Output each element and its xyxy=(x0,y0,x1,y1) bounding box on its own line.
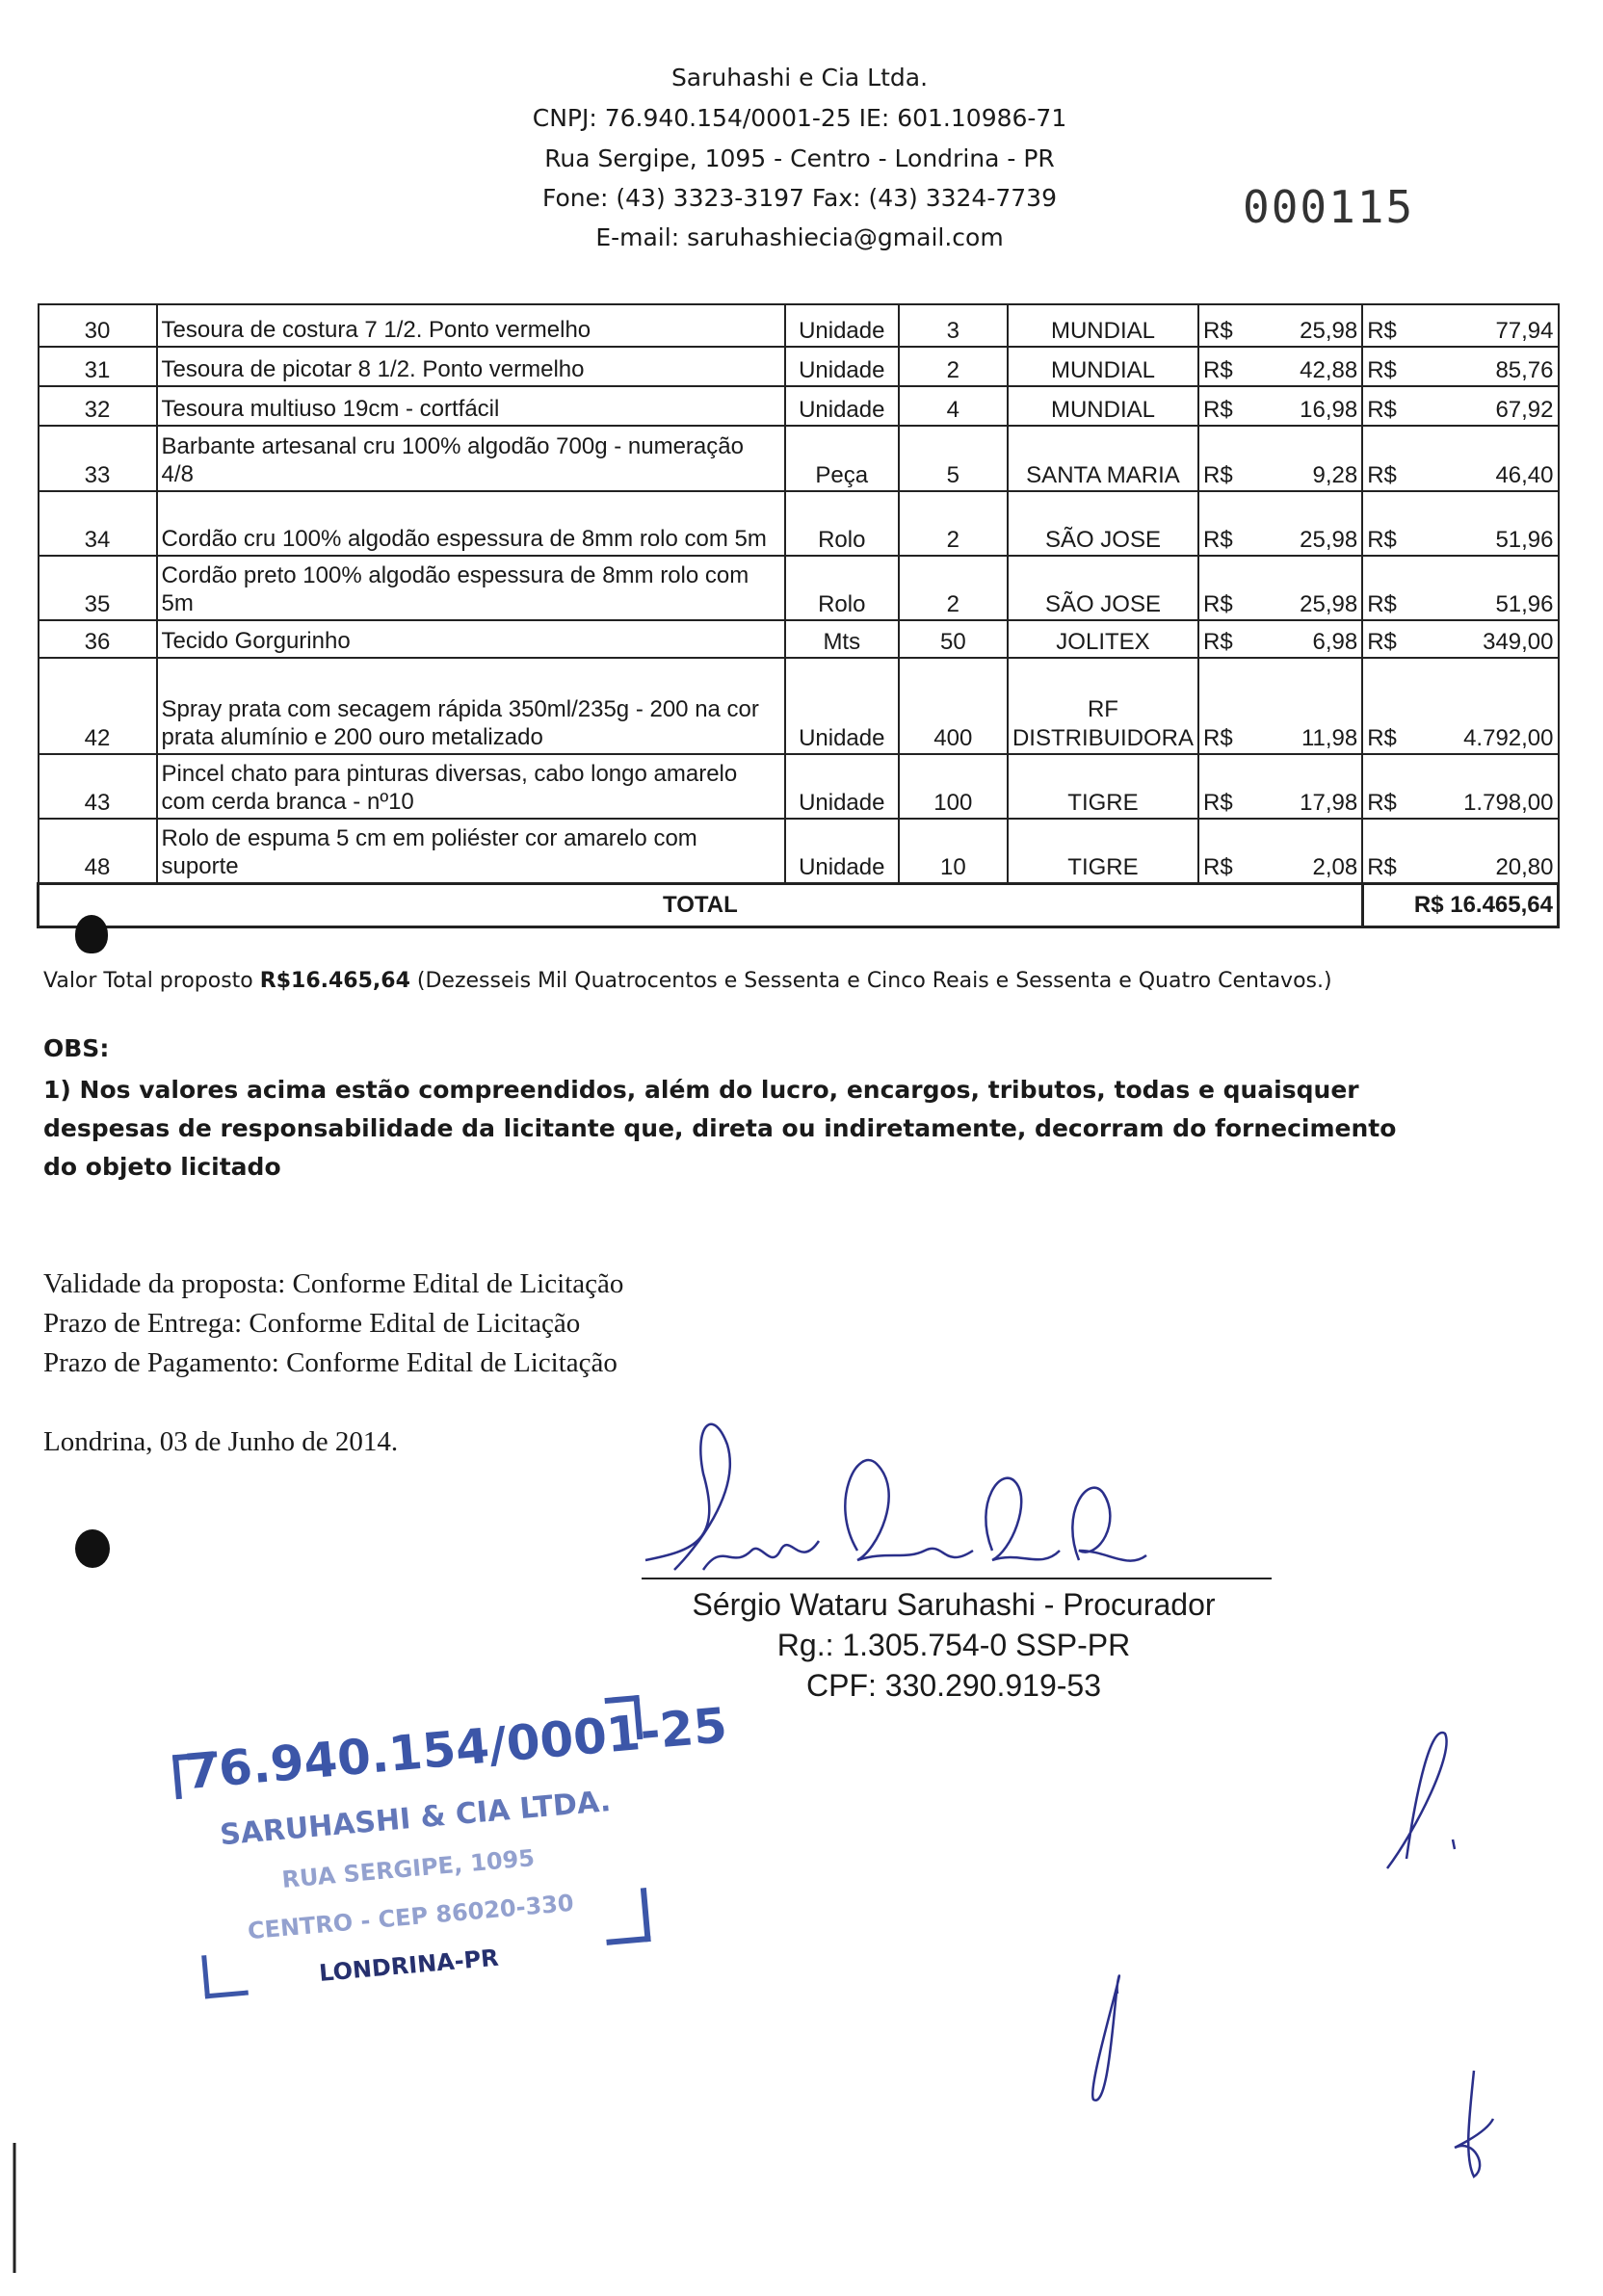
unit-price: 42,88 xyxy=(1300,357,1358,383)
unit-price: 9,28 xyxy=(1312,462,1358,488)
item-number: 31 xyxy=(39,347,157,386)
item-number: 35 xyxy=(39,556,157,620)
total-price: 77,94 xyxy=(1495,318,1554,344)
item-brand: SÃO JOSE xyxy=(1008,556,1198,620)
obs-title: OBS: xyxy=(43,1034,110,1062)
total-label: TOTAL xyxy=(39,883,1363,926)
payment-term: Prazo de Pagamento: Conforme Edital de Licitação xyxy=(43,1347,618,1378)
unit-price: 2,08 xyxy=(1312,853,1358,880)
valor-prefix: Valor Total proposto xyxy=(43,969,260,993)
item-unit: Unidade xyxy=(785,819,899,883)
item-unit: Rolo xyxy=(785,491,899,556)
company-name: Saruhashi e Cia Ltda. xyxy=(670,64,929,91)
item-quantity: 4 xyxy=(899,386,1008,426)
item-number: 30 xyxy=(39,304,157,347)
currency: R$ xyxy=(1202,462,1233,488)
currency: R$ xyxy=(1367,318,1397,344)
punch-hole-mark xyxy=(75,915,108,953)
currency: R$ xyxy=(1367,591,1397,617)
currency: R$ xyxy=(1367,725,1397,751)
unit-price: 25,98 xyxy=(1300,527,1358,553)
currency: R$ xyxy=(1202,790,1233,816)
stamp-cnpj: 76.940.154/0001-25 xyxy=(183,1697,729,1801)
total-price-cell xyxy=(1362,304,1558,347)
item-brand: RF DISTRIBUIDORA xyxy=(1008,658,1198,754)
item-number: 43 xyxy=(39,754,157,819)
stamp-city: LONDRINA-PR xyxy=(318,1944,500,1987)
currency: R$ xyxy=(1202,318,1233,344)
company-email: E-mail: saruhashiecia@gmail.com xyxy=(595,223,1004,251)
table-row xyxy=(39,754,1559,819)
unit-price-cell xyxy=(1198,620,1362,658)
total-price: 67,92 xyxy=(1495,397,1554,423)
item-brand: MUNDIAL xyxy=(1008,347,1198,386)
item-brand: SANTA MARIA xyxy=(1008,426,1198,491)
currency: R$ xyxy=(1367,853,1397,880)
item-unit: Unidade xyxy=(785,304,899,347)
valor-suffix: (Dezesseis Mil Quatrocentos e Sessenta e Cinco Reais e Sessenta e Quatro Centavos.) xyxy=(409,969,1332,993)
item-description: Cordão cru 100% algodão espessura de 8mm rolo com 5m xyxy=(157,491,785,556)
item-quantity: 5 xyxy=(899,426,1008,491)
item-unit: Rolo xyxy=(785,556,899,620)
total-price-cell xyxy=(1362,386,1558,426)
item-brand: MUNDIAL xyxy=(1008,304,1198,347)
stamp-street: RUA SERGIPE, 1095 xyxy=(280,1844,537,1893)
total-price: 349,00 xyxy=(1483,629,1554,655)
item-description: Cordão preto 100% algodão espessura de 8mm rolo com 5m xyxy=(157,556,785,620)
item-unit: Peça xyxy=(785,426,899,491)
stamp-cep: CENTRO - CEP 86020-330 xyxy=(246,1889,575,1945)
item-brand: TIGRE xyxy=(1008,754,1198,819)
item-quantity: 3 xyxy=(899,304,1008,347)
place-date: Londrina, 03 de Junho de 2014. xyxy=(43,1426,399,1457)
table-row xyxy=(39,491,1559,556)
total-price-cell xyxy=(1362,491,1558,556)
company-cnpj: CNPJ: 76.940.154/0001-25 IE: 601.10986-71 xyxy=(532,104,1067,132)
company-address: Rua Sergipe, 1095 - Centro - Londrina - PR xyxy=(544,144,1055,172)
unit-price: 25,98 xyxy=(1300,318,1358,344)
item-number: 42 xyxy=(39,658,157,754)
unit-price-cell xyxy=(1198,304,1362,347)
unit-price: 17,98 xyxy=(1300,790,1358,816)
unit-price-cell xyxy=(1198,556,1362,620)
punch-hole-mark xyxy=(75,1529,110,1568)
total-price-cell xyxy=(1362,426,1558,491)
validity-term: Validade da proposta: Conforme Edital de Licitação xyxy=(43,1268,624,1299)
total-price-cell xyxy=(1362,754,1558,819)
item-brand: MUNDIAL xyxy=(1008,386,1198,426)
valor-amount: R$16.465,64 xyxy=(259,969,410,993)
item-number: 34 xyxy=(39,491,157,556)
total-price-cell xyxy=(1362,347,1558,386)
item-brand: TIGRE xyxy=(1008,819,1198,883)
currency: R$ xyxy=(1202,591,1233,617)
item-description: Barbante artesanal cru 100% algodão 700g - numeração 4/8 xyxy=(157,426,785,491)
total-price-cell xyxy=(1362,819,1558,883)
item-description: Tesoura de costura 7 1/2. Ponto vermelho xyxy=(157,304,785,347)
item-number: 32 xyxy=(39,386,157,426)
item-quantity: 10 xyxy=(899,819,1008,883)
total-price: 85,76 xyxy=(1495,357,1554,383)
signatory-cpf: CPF: 330.290.919-53 xyxy=(806,1668,1101,1703)
signatory-rg: Rg.: 1.305.754-0 SSP-PR xyxy=(776,1628,1131,1662)
total-price: 1.798,00 xyxy=(1463,790,1554,816)
total-row xyxy=(39,883,1559,926)
item-description: Tecido Gorgurinho xyxy=(157,620,785,658)
obs-line: 1) Nos valores acima estão compreendidos, além do lucro, encargos, tributos, todas e quaisquer xyxy=(43,1076,1359,1104)
table-row xyxy=(39,658,1559,754)
total-value-text xyxy=(43,969,1332,993)
currency: R$ xyxy=(1202,397,1233,423)
item-unit: Unidade xyxy=(785,386,899,426)
unit-price-cell xyxy=(1198,426,1362,491)
table-row xyxy=(39,556,1559,620)
obs-line: despesas de responsabilidade da licitante que, direta ou indiretamente, decorram do fornecimento xyxy=(43,1114,1397,1142)
item-quantity: 2 xyxy=(899,556,1008,620)
item-unit: Unidade xyxy=(785,754,899,819)
table-row xyxy=(39,386,1559,426)
item-unit: Unidade xyxy=(785,347,899,386)
company-phones: Fone: (43) 3323-3197 Fax: (43) 3324-7739 xyxy=(542,184,1057,212)
unit-price-cell xyxy=(1198,347,1362,386)
unit-price: 6,98 xyxy=(1312,629,1358,655)
total-price-cell xyxy=(1362,658,1558,754)
table-row xyxy=(39,819,1559,883)
total-price-cell xyxy=(1362,620,1558,658)
currency: R$ xyxy=(1367,527,1397,553)
total-value: R$ 16.465,64 xyxy=(1362,883,1558,926)
currency: R$ xyxy=(1202,725,1233,751)
unit-price-cell xyxy=(1198,754,1362,819)
currency: R$ xyxy=(1367,397,1397,423)
table-row xyxy=(39,426,1559,491)
item-quantity: 2 xyxy=(899,491,1008,556)
unit-price-cell xyxy=(1198,491,1362,556)
item-unit: Unidade xyxy=(785,658,899,754)
unit-price: 25,98 xyxy=(1300,591,1358,617)
item-description: Pincel chato para pinturas diversas, cabo longo amarelo com cerda branca - nº10 xyxy=(157,754,785,819)
item-number: 36 xyxy=(39,620,157,658)
item-description: Tesoura multiuso 19cm - cortfácil xyxy=(157,386,785,426)
currency: R$ xyxy=(1367,462,1397,488)
delivery-term: Prazo de Entrega: Conforme Edital de Licitação xyxy=(43,1308,581,1339)
unit-price-cell xyxy=(1198,386,1362,426)
currency: R$ xyxy=(1202,853,1233,880)
item-quantity: 2 xyxy=(899,347,1008,386)
table-row xyxy=(39,620,1559,658)
item-brand: SÃO JOSE xyxy=(1008,491,1198,556)
currency: R$ xyxy=(1202,527,1233,553)
page-number: 000115 xyxy=(1243,181,1415,233)
item-brand: JOLITEX xyxy=(1008,620,1198,658)
item-quantity: 100 xyxy=(899,754,1008,819)
table-row xyxy=(39,304,1559,347)
unit-price-cell xyxy=(1198,819,1362,883)
initials-marks xyxy=(0,1714,1603,2292)
item-number: 48 xyxy=(39,819,157,883)
total-price: 4.792,00 xyxy=(1463,725,1554,751)
item-unit: Mts xyxy=(785,620,899,658)
item-number: 33 xyxy=(39,426,157,491)
currency: R$ xyxy=(1367,629,1397,655)
currency: R$ xyxy=(1202,357,1233,383)
stamp-company: SARUHASHI & CIA LTDA. xyxy=(218,1784,613,1853)
unit-price: 11,98 xyxy=(1301,725,1358,751)
unit-price: 16,98 xyxy=(1300,397,1358,423)
item-description: Tesoura de picotar 8 1/2. Ponto vermelho xyxy=(157,347,785,386)
item-description: Rolo de espuma 5 cm em poliéster cor amarelo com suporte xyxy=(157,819,785,883)
table-row xyxy=(39,347,1559,386)
item-description: Spray prata com secagem rápida 350ml/235g - 200 na cor prata alumínio e 200 ouro metalizado xyxy=(157,658,785,754)
total-price: 51,96 xyxy=(1495,591,1554,617)
item-quantity: 50 xyxy=(899,620,1008,658)
total-price: 51,96 xyxy=(1495,527,1554,553)
total-price: 20,80 xyxy=(1495,853,1554,880)
items-table xyxy=(37,303,1560,928)
item-quantity: 400 xyxy=(899,658,1008,754)
total-price: 46,40 xyxy=(1495,462,1554,488)
currency: R$ xyxy=(1202,629,1233,655)
signatory-name: Sérgio Wataru Saruhashi - Procurador xyxy=(692,1587,1216,1622)
signature xyxy=(636,1406,1291,1599)
currency: R$ xyxy=(1367,357,1397,383)
unit-price-cell xyxy=(1198,658,1362,754)
currency: R$ xyxy=(1367,790,1397,816)
obs-line: do objeto licitado xyxy=(43,1153,281,1181)
total-price-cell xyxy=(1362,556,1558,620)
